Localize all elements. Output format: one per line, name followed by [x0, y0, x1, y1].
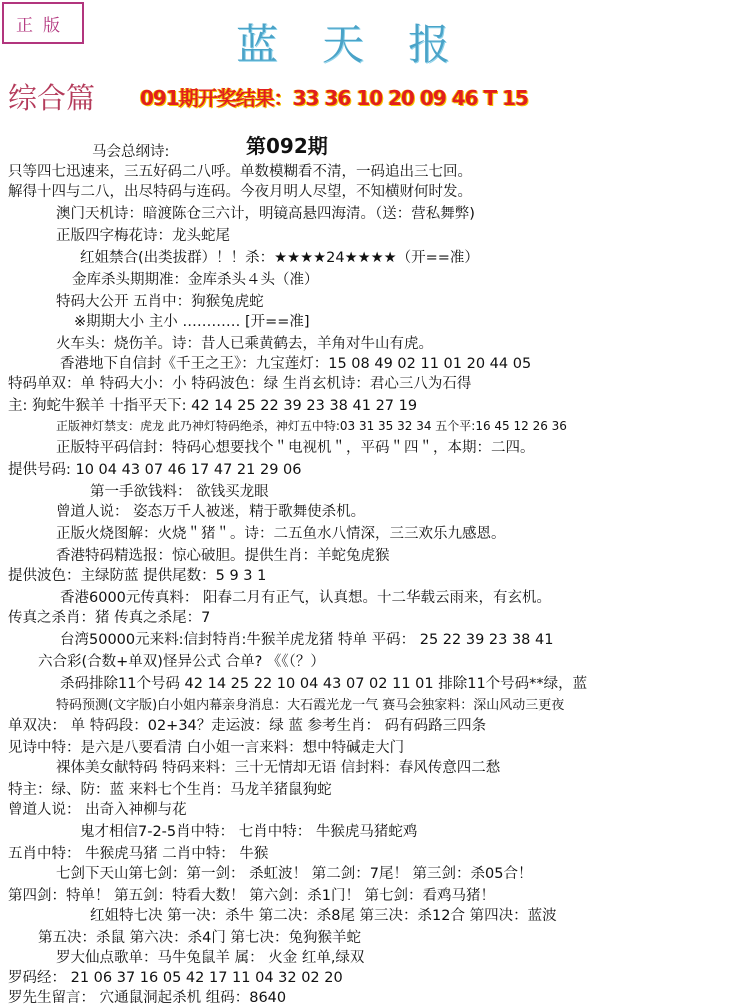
text-line: 鬼才相信7-2-5肖中特： 七肖中特： 牛猴虎马猪蛇鸡: [80, 824, 418, 840]
text-line: 澳门天机诗：暗渡陈仓三六计，明镜高悬四海清。（送：营私舞弊): [56, 206, 475, 222]
text-line: 正版四字梅花诗：龙头蛇尾: [56, 228, 230, 244]
text-line: 台湾50000元来料:信封特肖:牛猴羊虎龙猪 特单 平码： 25 22 39 23 38 41: [60, 632, 554, 648]
text-line: 金库杀头期期准：金库杀头４头（准）: [72, 272, 319, 288]
text-line: 香港6000元传真料： 阳春二月有正气，认真想。十二华载云雨来，有玄机。: [60, 590, 552, 606]
text-line: 提供波色：主绿防蓝 提供尾数：5 9 3 1: [8, 568, 267, 584]
text-line: 传真之杀肖：猪 传真之杀尾：7: [8, 610, 211, 626]
text-line: 罗码经： 21 06 37 16 05 42 17 11 04 32 02 20: [8, 970, 343, 986]
text-line: 香港地下自信封《千王之王》：九宝莲灯：15 08 49 02 11 01 20 44 05: [60, 356, 532, 372]
text-line: 正版火烧图解：火烧＂猪＂。诗：二五鱼水八情深，三三欢乐九感恩。: [56, 526, 506, 542]
text-line: 香港特码精选报：惊心破胆。提供生肖：羊蛇兔虎猴: [56, 548, 390, 564]
text-line: 红姐禁合(出类拔群）！！杀：★★★★24★★★★（开==准）: [80, 250, 479, 266]
text-line: 特码单双：单 特码大小：小 特码波色：绿 生肖玄机诗：君心三八为石得: [8, 376, 472, 392]
text-line: 曾道人说： 出奇入神柳与花: [8, 802, 187, 818]
text-line: 六合彩(合数+单双)怪异公式 合单? 《《（？）: [38, 654, 325, 670]
text-line: 特主：绿、防：蓝 来料七个生肖：马龙羊猪鼠狗蛇: [8, 782, 332, 798]
text-line: 主: 狗蛇牛猴羊 十指平天下: 42 14 25 22 39 23 38 41 27 19: [8, 398, 418, 414]
text-line: 特码预测(文字版)白小姐内幕亲身消息：大石霞光龙一气 赛马会独家料：深山风动三更夜: [56, 698, 565, 713]
text-line: 正版特平码信封：特码心想要找个＂电视机＂，平码＂四＂，本期：二四。: [56, 440, 535, 456]
text-line: 第四剑：特单！ 第五剑：特看大数！ 第六剑：杀1门！ 第七剑：看鸡马猪！: [8, 888, 496, 904]
text-line: 马会总纲诗:: [92, 144, 170, 160]
text-line: 单双决： 单 特码段：02+34？走运波：绿 蓝 参考生肖： 码有码路三四条: [8, 718, 487, 734]
text-line: 裸体美女献特码 特码来料：三十无情却无语 信封料：春风传意四二愁: [56, 760, 501, 776]
section-title: 综合篇: [8, 81, 96, 115]
text-line: 曾道人说： 姿态万千人被迷，精于歌舞使杀机。: [56, 504, 366, 520]
text-line: 罗先生留言： 穴通鼠洞起杀机 组码：8640: [8, 990, 287, 1006]
text-line: 七剑下天山第七剑：第一剑： 杀虹波！ 第二剑：7尾！ 第三剑：杀05合！: [56, 866, 533, 882]
text-line: ※期期大小 主小 ………… [开==准]: [74, 314, 310, 330]
draw-result: 091期开奖结果：33 36 10 20 09 46 T 15: [140, 86, 528, 110]
text-line: 只等四七迅速来，三五好码二八呼。单数模糊看不清，一码追出三七回。: [8, 164, 472, 180]
text-line: 红姐特七决 第一决：杀牛 第二决：杀8尾 第三决：杀12合 第四决：蓝波: [90, 908, 557, 924]
text-line: 正版神灯禁支：虎龙 此乃神灯特码绝杀，神灯五中特:03 31 35 32 34 五个平:16 45 12 26 36: [56, 419, 567, 433]
text-line: 提供号码: 10 04 43 07 46 17 47 21 29 06: [8, 462, 302, 478]
text-line: 特码大公开 五肖中：狗猴兔虎蛇: [56, 294, 264, 310]
official-stamp: 正版: [2, 2, 84, 44]
issue-number: 第092期: [246, 134, 328, 158]
text-line: 解得十四与二八，出尽特码与连码。今夜月明人尽望，不知横财何时发。: [8, 184, 472, 200]
text-line: 五肖中特： 牛猴虎马猪 二肖中特： 牛猴: [8, 846, 269, 862]
text-line: 杀码排除11个号码 42 14 25 22 10 04 43 07 02 11 01 排除11个号码**绿，蓝: [60, 676, 588, 692]
text-line: 火车头：烧伤羊。诗：昔人已乘黄鹤去，羊角对牛山有虎。: [56, 336, 433, 352]
text-line: 第五决：杀鼠 第六决：杀4门 第七决：兔狗猴羊蛇: [38, 930, 361, 946]
newspaper-title: 蓝天报: [236, 20, 495, 69]
text-line: 罗大仙点歌单：马牛兔鼠羊 属： 火金 红单,绿双: [56, 950, 365, 966]
text-line: 见诗中特：是六是八要看清 白小姐一言来料：想中特碱走大门: [8, 740, 405, 756]
text-line: 第一手欲钱料： 欲钱买龙眼: [90, 484, 269, 500]
